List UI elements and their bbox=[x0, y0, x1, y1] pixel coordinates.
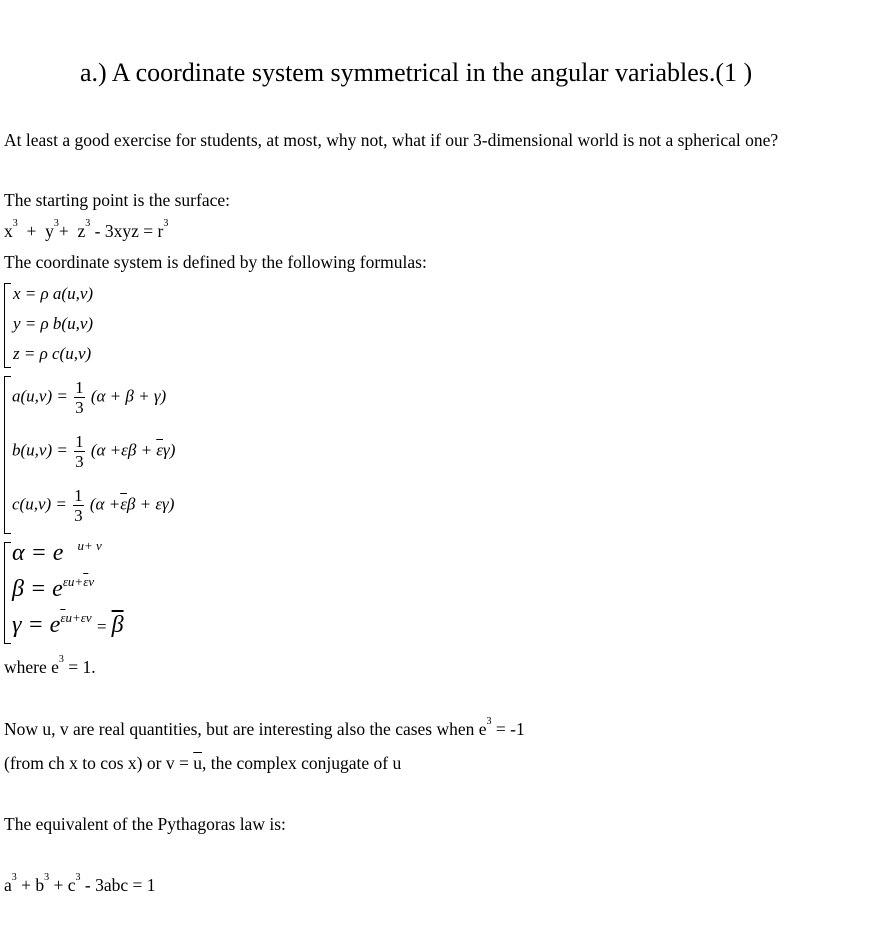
system3-bracket bbox=[4, 542, 11, 644]
system2-c-eq: c(u,v) = $\frac{1}{3}$ $(\alpha +\overline{\varepsilon}\beta + \varepsilon\gamma)$ bbox=[12, 486, 175, 525]
page-title: a.) A coordinate system symmetrical in the angular variables.(1 ) bbox=[80, 58, 753, 87]
system2-b-eq: b(u,v) = $\frac{1}{3}$ $(\alpha +\varepsilon\beta + \overline{\varepsilon}\gamma)$ bbox=[12, 432, 176, 471]
system1-x-eq: x = ρ a(u,v) bbox=[13, 284, 94, 303]
system1-z-eq: z = ρ c(u,v) bbox=[13, 344, 92, 363]
intro-paragraph: At least a good exercise for students, at most, why not, what if our 3-dimensional world is not a spherical one? bbox=[4, 130, 779, 150]
pythagoras-text: The equivalent of the Pythagoras law is: bbox=[4, 814, 286, 834]
starting-point-text: The starting point is the surface: bbox=[4, 190, 230, 210]
from-text: (from ch x to cos x) or $v = \overline{u}$, the complex conjugate of u bbox=[4, 753, 402, 773]
system1-y-eq: y = ρ b(u,v) bbox=[13, 314, 94, 333]
system3-beta-eq: $\beta = e^{\varepsilon u+\overline{\varepsilon}v}$ bbox=[12, 574, 95, 602]
now-text: Now u, v are real quantities, but are interesting also the cases when $e^3 = -1$ bbox=[4, 716, 525, 739]
system3-gamma-eq: $\gamma = e^{\overline{\varepsilon}u+\varepsilon v} = \overline{\beta}$ bbox=[12, 610, 124, 638]
defined-by-text: The coordinate system is defined by the following formulas: bbox=[4, 252, 427, 272]
system3-alpha-eq: α = e $^{u+ v}$ bbox=[12, 538, 102, 566]
system2-a-eq: a(u,v) = $\frac{1}{3}$ (α + β + γ) bbox=[12, 378, 167, 417]
pythagoras-equation: $a^3 + b^3 + c^3 - 3abc = 1$ bbox=[4, 872, 156, 895]
system2-bracket bbox=[4, 376, 11, 534]
where-text: where $e^3 = 1$. bbox=[4, 654, 96, 677]
surface-equation: $x^3 + y^3+ z^3 - 3xyz = r^3$ bbox=[4, 218, 169, 241]
system1-bracket bbox=[4, 283, 11, 368]
